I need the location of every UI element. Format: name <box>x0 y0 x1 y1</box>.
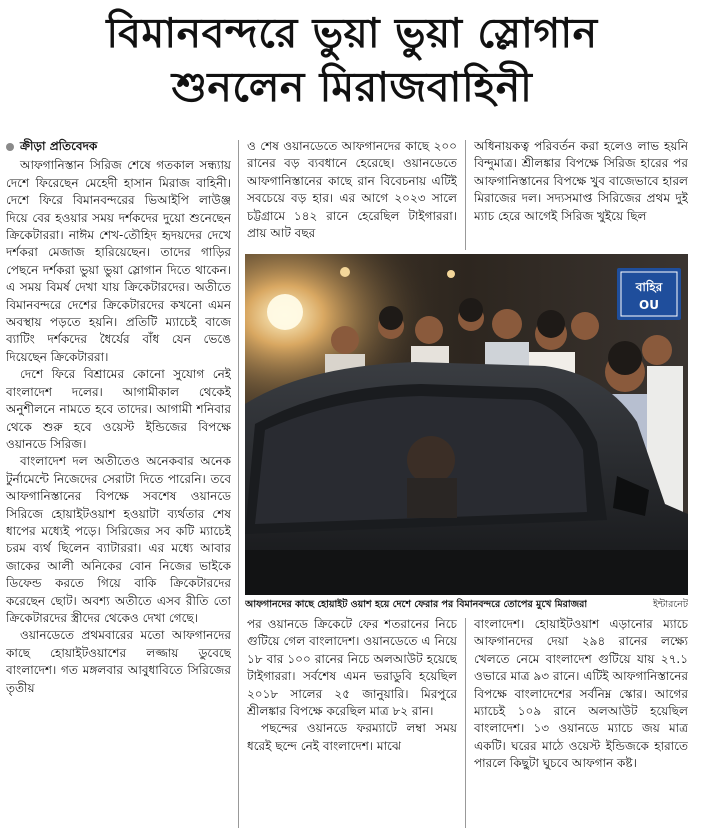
photo-caption <box>245 598 688 612</box>
article-column-1 <box>6 138 231 828</box>
column-divider <box>238 140 239 828</box>
paragraph: ওয়ানডেতে প্রথমবারের মতো আফগানদের কাছে হোয়াইটওয়াশের লজ্জায় ডুবেছে বাংলাদেশ। গত মঙ্গলবার আবুধাবিতে সিরিজের তৃতীয় <box>6 628 231 695</box>
paragraph: পছন্দের ওয়ানডে ফরম্যাটে লম্বা সময় ধরেই ছন্দে নেই বাংলাদেশ। মাঝে <box>247 721 457 753</box>
paragraph: আফগানিস্তান সিরিজ শেষে গতকাল সন্ধ্যায় দেশে ফিরেছেন মেহেদী হাসান মিরাজ বাহিনী। দেশে ফিরে বিমানবন্দরের ভিআইপি লাউঞ্জ দিয়ে বের হওয়ার সময় দর্শকদের দুয়ো শুনেছেন ক্রিকেটাররা। নাঈম শেখ-তৌহিদ হৃদয়দের দেখে দর্শকরা মেজাজ হারিয়েছেন। তাদের গাড়ির পেছনে দর্শকরা ভুয়া ভুয়া স্লোগান দিতে থাকেন। এ সময় বিমর্ষ দেখা যায় ক্রিকেটারদের। অতীতে বিমানবন্দরে দেশের ক্রিকেটারদের কখনো এমন অবস্থায় পড়তে হয়নি। প্রতিটি ম্যাচেই বাজে ব্যাটিং দর্শকদের ধৈর্যের বাঁধ যেন ভেঙে দিয়েছেন ক্রিকেটাররা। <box>6 158 231 364</box>
byline <box>6 138 231 155</box>
column-divider <box>465 618 466 828</box>
paragraph: বাংলাদেশ। হোয়াইটওয়াশ এড়ানোর ম্যাচে আফগানদের দেয়া ২৯৪ রানের লক্ষ্যে খেলতে নেমে বাংলাদেশ গুটিয়ে যায় ২৭.১ ওভারে মাত্র ৯৩ রানে। এটিই আফগানিস্তানের বিপক্ষে বাংলাদেশের সর্বনিম্ন স্কোর। আগের ম্যাচেই ১০৯ রানে অলআউট হয়েছিল বাংলাদেশ। ১৩ ওয়ানডে ম্যাচে জয় মাত্র একটি। ঘরের মাঠে ওয়েস্ট ইন্ডিজকে হারাতে পারলে কিছুটা ঘুচবে আফগান কষ্ট। <box>474 617 688 771</box>
article-column-5 <box>474 616 688 828</box>
article-column-3 <box>474 138 688 250</box>
column-divider <box>465 140 466 250</box>
article-column-4 <box>247 616 457 828</box>
news-photo <box>245 254 688 595</box>
paragraph: দেশে ফিরে বিশ্রামের কোনো সুযোগ নেই বাংলাদেশ দলের। আগামীকাল থেকেই অনুশীলনে নামতে হবে তাদের। আগামী শনিবার থেকে শুরু হবে ওয়েস্ট ইন্ডিজের বিপক্ষে ওয়ানডে সিরিজ। <box>6 367 231 451</box>
paragraph: পর ওয়ানডে ক্রিকেটে ফের শতরানের নিচে গুটিয়ে গেল বাংলাদেশ। ওয়ানডেতে এ নিয়ে ১৮ বার ১০০ রানের নিচে অলআউট হয়েছে টাইগাররা। সর্বশেষ এমন ভরাডুবি হয়েছিল ২০১৮ সালের ২৫ জানুয়ারি। মিরপুরে শ্রীলঙ্কার বিপক্ষে করেছিল মাত্র ৮২ রান। <box>247 617 457 719</box>
photo-credit: ইন্টারনেট <box>652 599 688 610</box>
byline-text: ক্রীড়া প্রতিবেদক <box>20 139 98 153</box>
caption-text: আফগানদের কাছে হোয়াইট ওয়াশ হয়ে দেশে ফেরার পর বিমানবন্দরে তোপের মুখে মিরাজরা <box>245 599 588 610</box>
sign-text-1: বাহির <box>635 280 663 294</box>
paragraph: বাংলাদেশ দল অতীতেও অনেকবার অনেক টুর্নামেন্টে নিজেদের সেরাটা দিতে পারেনি। তবে আফগানিস্তানের বিপক্ষে সবশেষ ওয়ানডে সিরিজে হোয়াইটওয়াশ হওয়াটা ব্যর্থতার শেষ ধাপের মধ্যেই পড়ে। সিরিজের সব কটি ম্যাচেই চরম ব্যর্থ ছিলেন ব্যাটাররা। এর মধ্যে আবার জাকের আলী অনিকের বোন নিজের ভাইকে ডিফেন্ড করতে গিয়ে বাকি ক্রিকেটারদের করেছেন ছোট। অবশ্য অতীতে এসব রীতি তো ক্রিকেটারদের স্ত্রীদের থেকেও দেখা গেছে। <box>6 454 231 625</box>
bullet-icon <box>6 143 14 151</box>
paragraph: ও শেষ ওয়ানডেতে আফগানদের কাছে ২০০ রানের বড় ব্যবধানে হেরেছে। ওয়ানডেতে আফগানিস্তানের কাছে রান বিবেচনায় এটিই সবচেয়ে বড় হার। এর আগে ২০২৩ সালে চট্টগ্রামে ১৪২ রানে হেরেছিল টাইগাররা। প্রায় আট বছর <box>247 139 457 241</box>
headline-line-2: শুনলেন মিরাজবাহিনী <box>171 63 533 111</box>
article-column-2 <box>247 138 457 250</box>
headline <box>0 6 704 114</box>
paragraph: অধিনায়কত্ব পরিবর্তন করা হলেও লাভ হয়নি বিন্দুমাত্র। শ্রীলঙ্কার বিপক্ষে সিরিজ হারের পর আফগানিস্তানের বিপক্ষে খুব বাজেভাবে হারল মিরাজের দল। সদ্যসমাপ্ত সিরিজের প্রথম দুই ম্যাচ হেরে আগেই সিরিজ খুইয়ে ছিল <box>474 139 688 223</box>
sign-text-2: OU <box>639 298 659 312</box>
headline-line-1: বিমানবন্দরে ভুয়া ভুয়া স্লোগান <box>106 9 598 57</box>
